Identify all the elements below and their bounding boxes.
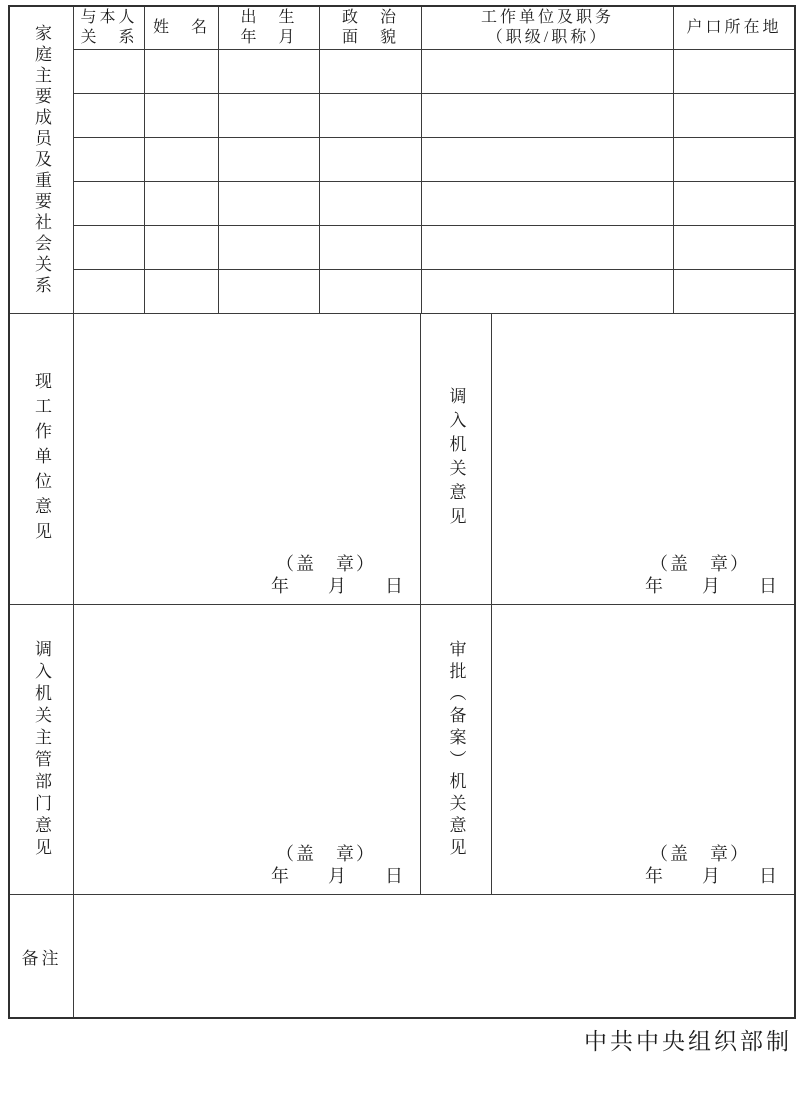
family-member-cell	[145, 138, 219, 181]
family-member-cell	[145, 270, 219, 313]
family-table-header-row	[74, 7, 794, 50]
header-work-unit-line2: （职级/职称）	[486, 29, 609, 46]
family-members-section	[10, 7, 794, 314]
family-member-cell	[422, 50, 674, 93]
family-member-cell	[674, 94, 794, 137]
seal-stamp-block	[645, 553, 778, 597]
family-member-cell	[320, 270, 422, 313]
personnel-transfer-form	[8, 5, 796, 1019]
header-birth-date	[219, 7, 320, 49]
remarks-section	[10, 895, 794, 1017]
seal-stamp-block	[271, 843, 404, 887]
issuing-authority-note: 中共中央组织部制	[584, 1029, 792, 1054]
family-member-cell	[219, 138, 320, 181]
family-member-cell	[145, 226, 219, 269]
transfer-in-dept-opinion-label: 调入机关主管部门意见	[32, 639, 51, 860]
approval-organ-opinion-label-cell	[421, 605, 492, 894]
family-member-cell	[145, 50, 219, 93]
family-member-row	[74, 138, 794, 182]
family-member-row	[74, 94, 794, 138]
header-residence	[674, 7, 794, 49]
family-member-cell	[219, 94, 320, 137]
family-section-label-cell	[10, 7, 74, 313]
family-member-cell	[674, 182, 794, 225]
family-member-cell	[219, 226, 320, 269]
approval-organ-opinion-area	[492, 605, 794, 894]
family-member-cell	[674, 50, 794, 93]
family-member-cell	[422, 182, 674, 225]
family-member-row	[74, 182, 794, 226]
opinion-row-1	[10, 314, 794, 605]
seal-here-text: （盖 章）	[650, 554, 750, 574]
transfer-in-dept-opinion-label-cell	[10, 605, 74, 894]
family-member-cell	[74, 50, 145, 93]
seal-stamp-block	[645, 843, 778, 887]
opinion-row-2	[10, 605, 794, 895]
transfer-in-organ-opinion-label-cell	[421, 314, 492, 604]
seal-here-text: （盖 章）	[650, 844, 750, 864]
family-member-cell	[74, 138, 145, 181]
family-member-cell	[422, 226, 674, 269]
family-member-row	[74, 226, 794, 270]
family-member-cell	[219, 50, 320, 93]
header-birth-line1: 出 生	[240, 9, 298, 26]
family-member-cell	[320, 138, 422, 181]
date-line-text: 年 月 日	[271, 576, 404, 596]
family-member-cell	[320, 50, 422, 93]
header-work-unit	[422, 7, 674, 49]
header-political-line2: 面 貌	[341, 29, 399, 46]
family-member-cell	[422, 138, 674, 181]
family-member-cell	[219, 270, 320, 313]
date-line-text: 年 月 日	[271, 866, 404, 886]
family-member-cell	[74, 270, 145, 313]
transfer-in-dept-opinion-area	[74, 605, 421, 894]
header-political-line1: 政 治	[341, 9, 399, 26]
current-work-unit-opinion-label: 现工作单位意见	[32, 371, 51, 547]
seal-stamp-block	[271, 553, 404, 597]
family-member-cell	[422, 94, 674, 137]
header-name-line1: 姓 名	[152, 19, 210, 36]
family-member-cell	[674, 226, 794, 269]
current-work-unit-opinion-label-cell	[10, 314, 74, 604]
approval-organ-opinion-label: 审批（备案）机关意见	[446, 639, 466, 860]
header-birth-line2: 年 月	[240, 29, 298, 46]
family-member-cell	[74, 226, 145, 269]
date-line-text: 年 月 日	[645, 866, 778, 886]
family-member-cell	[74, 182, 145, 225]
remarks-label-cell	[10, 895, 74, 1017]
family-member-cell	[320, 226, 422, 269]
family-member-cell	[145, 94, 219, 137]
family-member-cell	[422, 270, 674, 313]
family-member-cell	[74, 94, 145, 137]
family-member-cell	[219, 182, 320, 225]
family-member-cell	[674, 138, 794, 181]
family-member-row	[74, 270, 794, 313]
header-political-status	[320, 7, 422, 49]
transfer-in-organ-opinion-label: 调入机关意见	[446, 387, 466, 531]
family-member-row	[74, 50, 794, 94]
date-line-text: 年 月 日	[645, 576, 778, 596]
family-member-cell	[320, 182, 422, 225]
family-member-cell	[674, 270, 794, 313]
current-work-unit-opinion-area	[74, 314, 421, 604]
header-relation	[74, 7, 145, 49]
header-work-unit-line1: 工作单位及职务	[480, 9, 614, 26]
remarks-area	[74, 895, 794, 1017]
seal-here-text: （盖 章）	[276, 844, 376, 864]
remarks-label: 备注	[21, 948, 62, 968]
header-relation-line2: 关 系	[80, 29, 138, 46]
header-name	[145, 7, 219, 49]
header-residence-line1: 户口所在地	[686, 19, 782, 36]
family-section-label: 家庭主要成员及重要社会关系	[32, 23, 51, 297]
family-member-cell	[320, 94, 422, 137]
family-members-table	[74, 7, 794, 313]
transfer-in-organ-opinion-area	[492, 314, 794, 604]
seal-here-text: （盖 章）	[276, 554, 376, 574]
header-relation-line1: 与本人	[80, 9, 138, 26]
family-member-cell	[145, 182, 219, 225]
